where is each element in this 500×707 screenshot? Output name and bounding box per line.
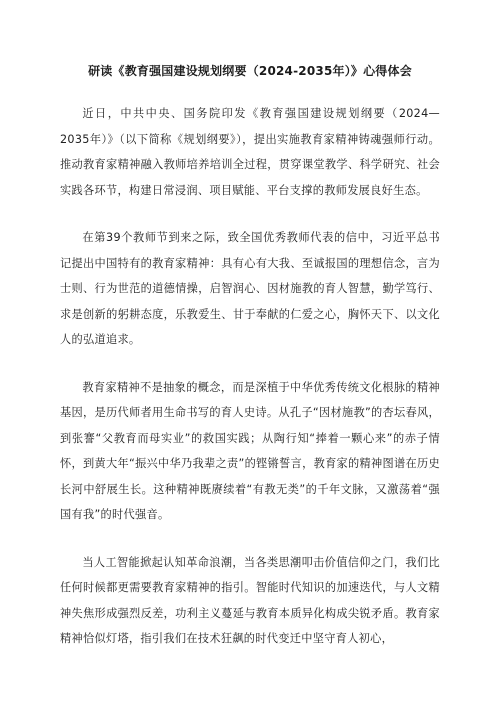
paragraph-1: 近日，中共中央、国务院印发《教育强国建设规划纲要（2024—2035年）》（以下简称《规划纲要》），提出实施教育家精神铸魂强师行动。推动教育家精神融入教师培养培训全过程，贯穿课堂教学、科学研究、社会实践各环节，构建日常浸润、项目赋能、平台支撑的教师发展良好生态。 — [60, 107, 440, 197]
paragraph-2: 在第39个教师节到来之际，致全国优秀教师代表的信中，习近平总书记提出中国特有的教育家精神：具有心有大我、至诚报国的理想信念，言为士则、行为世范的道德情操，启智润心、因材施教的育人智慧，勤学笃行、求是创新的躬耕态度，乐教爱生、甘于奉献的仁爱之心，胸怀天下、以文化人的弘道追求。 — [60, 231, 440, 346]
document-title: 研读《教育强国建设规划纲要（2024-2035年）》心得体会 — [88, 64, 412, 78]
paragraph-4: 当人工智能掀起认知革命浪潮，当各类思潮叩击价值信仰之门，我们比任何时候都更需要教育家精神的指引。智能时代知识的加速迭代，与人文精神失焦形成强烈反差，功利主义蔓延与教育本质异化构成尖锐矛盾。教育家精神恰似灯塔，指引我们在技术狂飙的时代变迁中坚守育人初心， — [60, 555, 440, 645]
paragraph-3: 教育家精神不是抽象的概念，而是深植于中华优秀传统文化根脉的精神基因，是历代师者用生命书写的育人史诗。从孔子“因材施教”的杏坛春风，到张謇“父教育而母实业”的救国实践；从陶行知“捧着一颗心来”的赤子情怀，到黄大年“振兴中华乃我辈之责”的铿锵誓言，教育家的精神图谱在历史长河中舒展生长。这种精神既赓续着“有教无类”的千年文脉，又激荡着“强国有我”的时代强音。 — [60, 380, 440, 521]
